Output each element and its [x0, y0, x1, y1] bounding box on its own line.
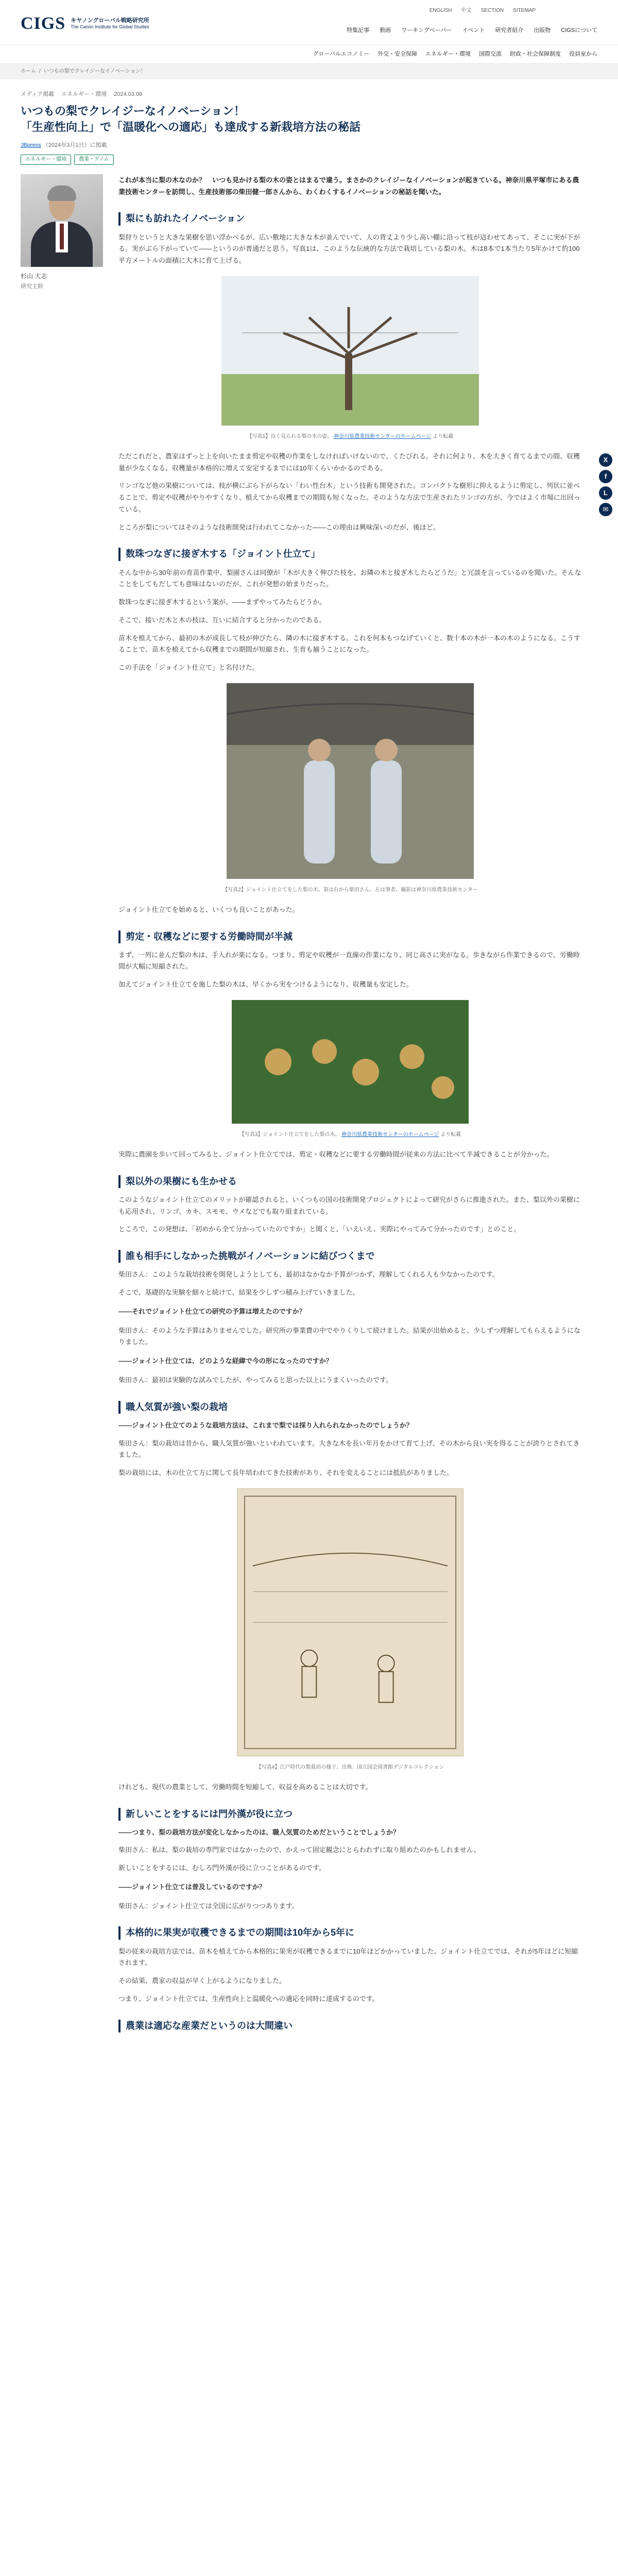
paragraph: 柴田さん：そのような予算はありませんでした。研究所の事業費の中でやりくりして続けました。結果が出始めると、少しずつ理解してもらえるようになりました。	[118, 1326, 581, 1346]
publication-date: （2024年3月1日）に掲載	[42, 142, 107, 148]
logo-mark: CIGS	[21, 14, 66, 33]
publication-line	[21, 141, 597, 150]
section-heading-6: 職人気質が強い梨の栽培	[118, 1401, 582, 1414]
figure-3	[118, 1000, 582, 1140]
twitter-share-icon[interactable]: X	[599, 453, 612, 467]
paragraph: 柴田さん：最初は実験的な試みでしたが、やってみると思った以上にうまくいったのです。	[118, 1376, 392, 1384]
paragraph: そこで、接いだ木と木の枝は、互いに結合すると分かったのである。	[118, 616, 326, 624]
article-section: エネルギー・環境	[61, 91, 107, 97]
figure-caption	[118, 1130, 582, 1140]
util-link-chinese[interactable]: 中文	[461, 8, 472, 13]
paragraph: この手法を「ジョイント仕立て」と名付けた。	[118, 664, 259, 671]
caption-text: 【写真3】ジョイント仕立てをした梨の木。	[239, 1132, 340, 1138]
section-heading-3: 剪定・収穫などに要する労働時間が半減	[118, 930, 582, 943]
util-link-section[interactable]: SECTION	[480, 8, 504, 13]
paragraph: 梨狩りというと大きな果樹を思い浮かべるが、広い敷地に大きな木が並んでいて、人の背丈より少し高い棚に沿って枝が這わせてあって、そこに実が下がる。実がぶら下がっていて――というのが普通だと思う。写真1は、このような伝統的な方法で栽培している梨の木。木は8本で1本当たり5年かけて約100平方メートルの面積に大木に育て上げる。	[118, 233, 580, 265]
paragraph: 柴田さん：梨の栽培は昔から、職人気質が強いといわれています。大きな木を長い年月をかけて育て上げ、その木から良い実を得ることが誇りとされてきました。	[118, 1439, 580, 1459]
share-buttons	[599, 453, 612, 516]
utility-nav	[430, 6, 536, 15]
paragraph: ただこれだと、農家はずっと上を向いたまま剪定や収穫の作業をしなければいけないので、くたびれる。それに何より、木を大きく育てるまでの間、収穫量が少なくなる。収穫量が本格的に増えて安定するまでには10年くらいかかるのである。	[118, 452, 580, 472]
author-name[interactable]: 杉山 大志	[21, 272, 47, 280]
tag-energy[interactable]: エネルギー・環境	[21, 155, 71, 165]
paragraph: 苗木を植えてから、最初の木が成長して枝が伸びたら、隣の木に接ぎ木する。これを何本もつなげていくと、数十本の木が一本の木のようになる。こうすることで、苗木を植えてから収穫までの期間が短縮され、生育も揃うことになった。	[118, 634, 581, 654]
nav-item-working-papers[interactable]: ワーキングペーパー	[401, 27, 452, 33]
figure-caption: 【写真4】江戸時代の梨栽培の様子。出典：国立国会図書館デジタルコレクション	[256, 1765, 444, 1771]
subnav-item-international[interactable]: 国際交流	[479, 50, 502, 57]
paragraph: まず、一列に並んだ梨の木は、手入れが楽になる。つまり、剪定や収穫が一直線の作業になり、同じ高さに実がなる。歩きながら作業できるので、労働時間が大幅に短縮された。	[118, 951, 580, 971]
category-nav	[0, 45, 618, 64]
nav-item-events[interactable]: イベント	[462, 27, 485, 33]
nav-item-features[interactable]: 特集記事	[347, 27, 370, 33]
subnav-item-executive[interactable]: 役員室から	[569, 50, 597, 57]
figure-caption: 【写真2】ジョイント仕立てをした梨の木。第は右から柴田さん、左は筆者。撮影は神奈川県農業技術センター	[222, 887, 478, 893]
paragraph: リンゴなど他の果樹については、枝が横にぶら下がらない「わい性台木」という技術も開発された。コンパクトな樹形に抑えるように剪定し、列状に並べることで、剪定や収穫がやりやすくなり、植えてから収穫までの期間も短くなった。そのような方法で生産されたリンゴの方が、今ではよく市場に出回っている。	[118, 482, 580, 513]
caption-tail: より転載	[433, 434, 454, 440]
paragraph: 数珠つなぎに接ぎ木するという案が、――まずやってみたらどうか。	[118, 598, 327, 606]
section-heading-7: 新しいことをするには門外漢が役に立つ	[118, 1808, 582, 1821]
subnav-item-energy[interactable]: エネルギー・環境	[425, 50, 471, 57]
page-subtitle: 「生産性向上」で「温暖化への適応」も達成する新栽培方法の秘話	[21, 121, 361, 134]
figure-1	[118, 276, 582, 442]
paragraph: ところで、この発想は、「初めから全て分かっていたのですか」と聞くと、「いえいえ、実際にやってみて分かったのです」とのこと。	[118, 1225, 521, 1233]
logo-text	[71, 17, 149, 30]
section-heading-4: 梨以外の果樹にも生かせる	[118, 1175, 582, 1188]
site-logo[interactable]	[21, 8, 149, 39]
author-sidebar	[21, 174, 103, 2039]
interview-question: ――つまり、梨の栽培方法が変化しなかったのは、職人気質のためだということでしょうか？	[118, 1828, 400, 1836]
pear-tree-photo	[221, 276, 479, 426]
article-layout	[21, 174, 597, 2039]
two-men-orchard-photo	[227, 683, 474, 879]
breadcrumb	[0, 64, 618, 79]
section-heading-1: 梨にも訪れたイノベーション	[118, 212, 582, 225]
paragraph: 新しいことをするには、むしろ門外漢が役に立つことがあるのです。	[118, 1864, 325, 1872]
paragraph: その結果、農家の収益が早く上がるようになりました。	[118, 1977, 286, 1985]
line-share-icon[interactable]: L	[599, 486, 612, 500]
subnav-item-economy[interactable]: グローバルエコノミー	[313, 50, 369, 57]
interview-question: ――ジョイント仕立てのような栽培方法は、これまで梨では採り入れられなかったのでしょうか？	[118, 1421, 413, 1429]
subnav-item-fiscal[interactable]: 財政・社会保障制度	[510, 50, 561, 57]
breadcrumb-separator: /	[39, 69, 41, 75]
breadcrumb-home[interactable]: ホーム	[21, 69, 36, 75]
pear-fruit-photo	[232, 1000, 469, 1124]
article-lead: これが本当に梨の木なのか？ いつも見かける梨の木の姿とはまるで違う。まさかのクレイジーなイノベーションが起きている。神奈川県平塚市にある農業技術センターを訪問し、生産技術部の柴田健一郎さんから、わくわくするイノベーションの秘話を聞いた。	[118, 176, 579, 196]
nav-item-researchers[interactable]: 研究者紹介	[495, 27, 524, 33]
tag-agriculture[interactable]: 農業・ゲノム	[74, 155, 114, 165]
global-nav	[347, 26, 597, 36]
site-header	[0, 0, 618, 45]
section-heading-9: 農業は適応な産業だというのは大間違い	[118, 2020, 582, 2032]
caption-tail: より転載	[440, 1132, 461, 1138]
page-title: いつもの梨でクレイジーなイノベーション！	[21, 105, 245, 118]
section-heading-8: 本格的に果実が収穫できるまでの期間は10年から5年に	[118, 1926, 582, 1939]
paragraph: そこで、基礎的な実験を細々と続けて、結果を少しずつ積み上げていきました。	[118, 1289, 359, 1297]
figure-caption	[118, 432, 582, 442]
article-category: メディア掲載	[21, 91, 55, 97]
paragraph: 梨の従来の栽培方法では、苗木を植えてから本格的に果実が収穫できるまでに10年ほどかかっていました。ジョイント仕立てでは、それが5年ほどに短縮されます。	[118, 1947, 578, 1967]
section-heading-2: 数珠つなぎに接ぎ木する「ジョイント仕立て」	[118, 548, 582, 561]
paragraph: 梨の栽培には、木の仕立て方に関して長年培われてきた技術があり、それを変えることには抵抗がありました。	[118, 1469, 454, 1477]
nav-item-videos[interactable]: 動画	[380, 27, 391, 33]
paragraph: 柴田さん：このような栽培技術を開発しようとしても、最初はなかなか予算がつかず、理解してくれる人も少なかったのです。	[118, 1270, 499, 1279]
paragraph: 柴田さん：私は、梨の栽培の専門家ではなかったので、かえって固定観念にとらわれずに取り組めたのかもしれません。	[118, 1846, 480, 1854]
author-role: 研究主幹	[21, 283, 43, 290]
breadcrumb-current: いつもの梨でクレイジーなイノベーション！	[43, 69, 146, 75]
interview-question: ――ジョイント仕立ては、どのような経緯で今の形になったのですか？	[118, 1357, 333, 1365]
subnav-item-security[interactable]: 外交・安全保障	[377, 50, 417, 57]
article-container	[21, 79, 597, 2039]
paragraph: 柴田さん：ジョイント仕立ては全国に広がりつつあります。	[118, 1902, 299, 1910]
figure-4	[118, 1488, 582, 1772]
facebook-share-icon[interactable]: f	[599, 470, 612, 483]
author-photo	[21, 174, 103, 267]
paragraph: このようなジョイント仕立てのメリットが確認されると、いくつもの国の技術開発プロジェクトによって研究がさらに推進された。また、梨以外の果樹にも応用され、リンゴ、カキ、スモモ、ウメなどでも取り組まれている。	[118, 1195, 580, 1215]
paragraph: けれども、現代の農業として、労働時間を短縮して、収益を高めることは大切です。	[118, 1783, 372, 1791]
interview-question: ――それでジョイント仕立ての研究の予算は増えたのですか？	[118, 1307, 306, 1315]
article-date: 2024.03.08	[114, 91, 143, 97]
util-link-sitemap[interactable]: SITEMAP	[513, 8, 536, 13]
paragraph: そんな中から30年前の育苗作業中、梨園さんは同僚が「木が大きく伸びた枝を、お隣の木と接ぎ木したらどうだ」と冗談を言っているのを聞いた。そんなことをしてもだしても意味はないのだが、これが発想の始まりだった。	[118, 568, 581, 588]
paragraph: 加えてジョイント仕立てを施した梨の木は、早くから実をつけるようになり、収穫量も安定した。	[118, 980, 413, 989]
paragraph: つまり、ジョイント仕立ては、生産性向上と温暖化への適応を同時に達成するのです。	[118, 1994, 379, 2003]
figure-2	[118, 683, 582, 895]
interview-question: ――ジョイント仕立ては普及しているのですか？	[118, 1883, 266, 1891]
mail-share-icon[interactable]: ✉	[599, 503, 612, 516]
caption-text: 【写真1】良く見られる梨の木の姿。	[247, 434, 333, 440]
logo-en: The Canon Institute for Global Studies	[71, 24, 149, 30]
nav-item-publications[interactable]: 出版物	[534, 27, 551, 33]
caption-source-link[interactable]: 神奈川県農業技術センターのホームページ	[334, 434, 432, 440]
paragraph: ジョイント仕立てを始めると、いくつも良いことがあった。	[118, 905, 299, 913]
article-meta	[21, 90, 597, 99]
edo-period-woodblock-print	[237, 1488, 464, 1756]
paragraph: 実際に農園を歩いて回ってみると、ジョイント仕立てでは、剪定・収穫などに要する労働時間が従来の方法に比べて半減できることが分かった。	[118, 1150, 554, 1158]
caption-source-link[interactable]: 神奈川県農業技術センターのホームページ	[341, 1132, 439, 1138]
article-body	[118, 174, 582, 2039]
logo-name: キヤノングローバル戦略研究所	[71, 17, 149, 24]
paragraph: ところが梨についてはそのような技術開発は行われてこなかった――この理由は興味深いのだが、後ほど。	[118, 523, 440, 531]
util-link-english[interactable]: ENGLISH	[429, 8, 452, 13]
publication-link[interactable]: JBpress	[21, 142, 41, 148]
tag-list	[21, 155, 597, 165]
section-heading-5: 誰も相手にしなかった挑戦がイノベーションに結びつくまで	[118, 1250, 582, 1263]
nav-item-about[interactable]: CIGSについて	[561, 27, 597, 33]
